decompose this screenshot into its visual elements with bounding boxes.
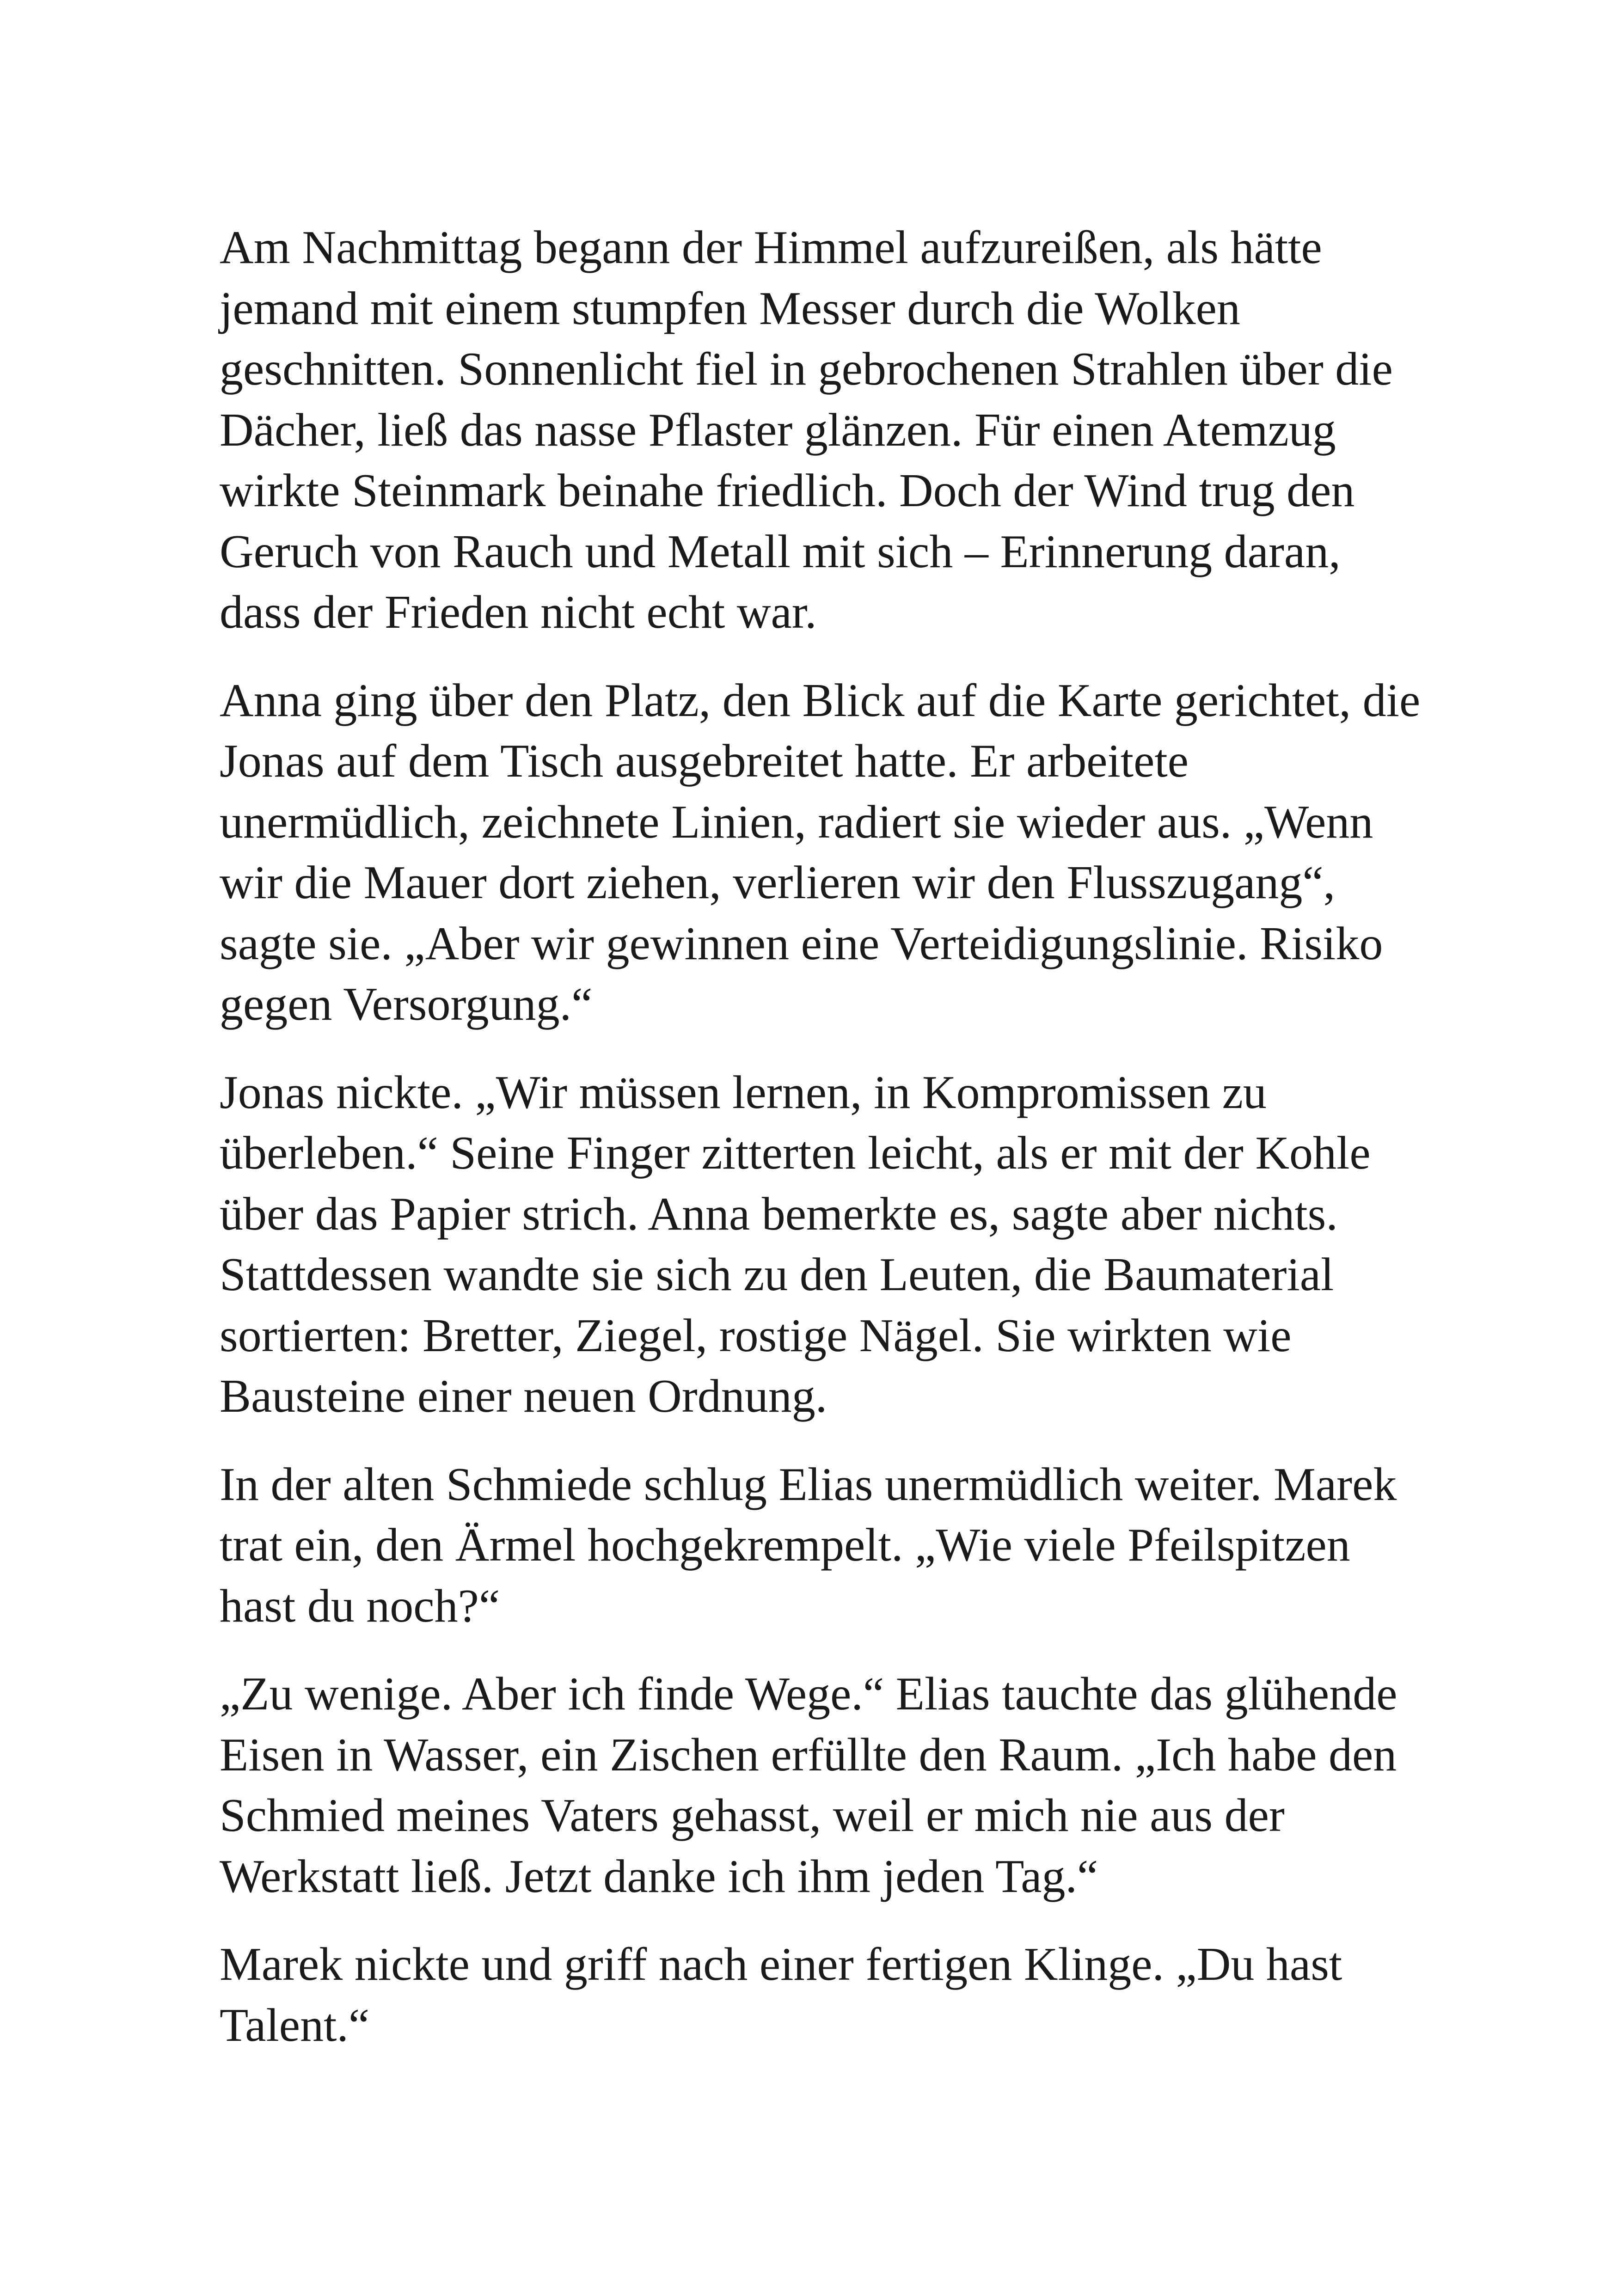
text-line: gegen Versorgung.“	[220, 978, 593, 1030]
text-line: Stattdessen wandte sie sich zu den Leuten, die Baumaterial	[220, 1249, 1334, 1301]
text-line: geschnitten. Sonnenlicht fiel in gebrochenen Strahlen über die	[220, 343, 1393, 395]
text-line: Am Nachmittag begann der Himmel aufzureißen, als hätte	[220, 221, 1322, 274]
text-line: überleben.“ Seine Finger zitterten leicht, als er mit der Kohle	[220, 1127, 1371, 1179]
text-line: „Zu wenige. Aber ich finde Wege.“ Elias tauchte das glühende	[220, 1668, 1397, 1720]
paragraph-3	[220, 1062, 1422, 1427]
paragraph-1	[220, 217, 1422, 643]
text-line: Schmied meines Vaters gehasst, weil er mich nie aus der	[220, 1789, 1285, 1842]
text-line: Eisen in Wasser, ein Zischen erfüllte den Raum. „Ich habe den	[220, 1728, 1397, 1781]
text-line: Jonas nickte. „Wir müssen lernen, in Kompromissen zu	[220, 1066, 1267, 1119]
text-line: Jonas auf dem Tisch ausgebreitet hatte. Er arbeitete	[220, 735, 1189, 787]
text-line: dass der Frieden nicht echt war.	[220, 586, 817, 638]
text-line: Dächer, ließ das nasse Pflaster glänzen. Für einen Atemzug	[220, 404, 1336, 456]
text-line: jemand mit einem stumpfen Messer durch die Wolken	[220, 282, 1240, 335]
text-line: Anna ging über den Platz, den Blick auf die Karte gerichtet, die	[220, 674, 1421, 727]
text-line: Bausteine einer neuen Ordnung.	[220, 1370, 827, 1422]
text-line: trat ein, den Ärmel hochgekrempelt. „Wie viele Pfeilspitzen	[220, 1519, 1350, 1571]
text-line: Talent.“	[220, 1999, 370, 2051]
paragraph-5	[220, 1664, 1422, 1907]
text-line: sagte sie. „Aber wir gewinnen eine Verteidigungslinie. Risiko	[220, 917, 1383, 970]
text-line: hast du noch?“	[220, 1580, 500, 1632]
text-line: unermüdlich, zeichnete Linien, radiert sie wieder aus. „Wenn	[220, 796, 1373, 848]
text-line: wirkte Steinmark beinahe friedlich. Doch der Wind trug den	[220, 465, 1355, 517]
text-line: In der alten Schmiede schlug Elias unermüdlich weiter. Marek	[220, 1458, 1397, 1511]
text-line: über das Papier strich. Anna bemerkte es, sagte aber nichts.	[220, 1188, 1338, 1240]
paragraph-4	[220, 1454, 1422, 1637]
paragraph-6	[220, 1934, 1422, 2056]
text-line: sortierten: Bretter, Ziegel, rostige Nägel. Sie wirkten wie	[220, 1309, 1292, 1362]
text-line: wir die Mauer dort ziehen, verlieren wir den Flusszugang“,	[220, 857, 1336, 909]
text-line: Werkstatt ließ. Jetzt danke ich ihm jeden Tag.“	[220, 1850, 1098, 1903]
text-line: Marek nickte und griff nach einer fertigen Klinge. „Du hast	[220, 1938, 1342, 1990]
text-line: Geruch von Rauch und Metall mit sich – Erinnerung daran,	[220, 525, 1341, 578]
body-text	[220, 217, 1422, 2083]
paragraph-2	[220, 670, 1422, 1035]
